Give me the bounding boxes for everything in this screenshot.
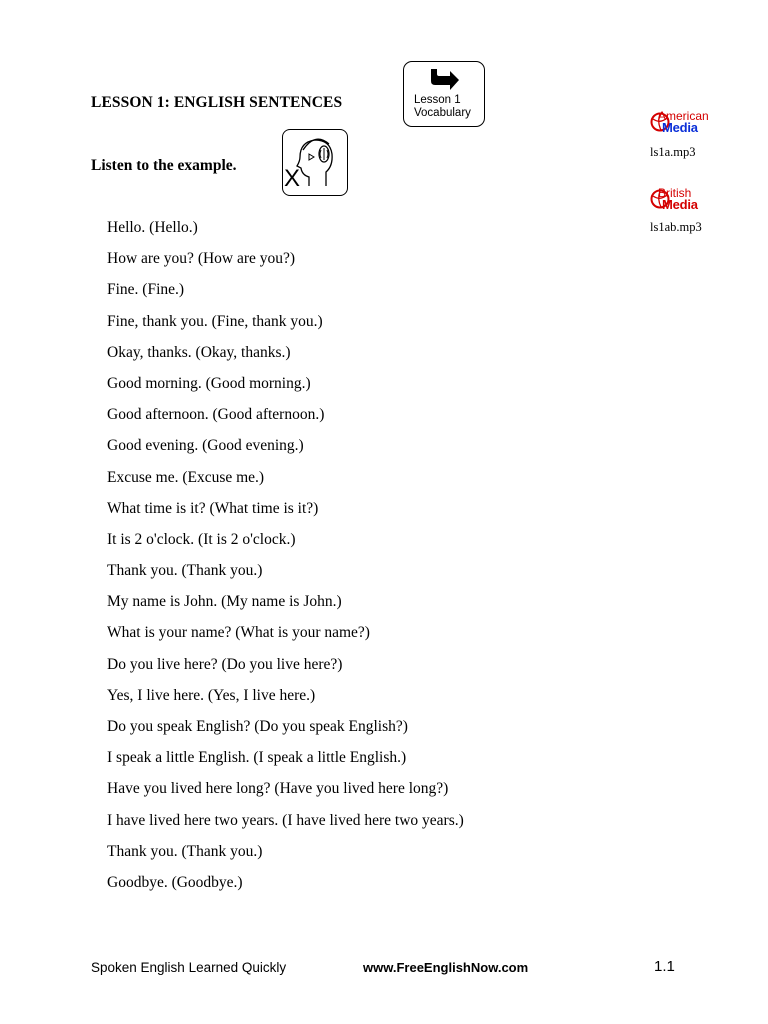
arrow-right-icon: [426, 66, 464, 92]
sentence-item: It is 2 o'clock. (It is 2 o'clock.): [107, 530, 296, 548]
sentence-item: Have you lived here long? (Have you lived here long?): [107, 780, 449, 798]
british-media-link[interactable]: [650, 187, 722, 213]
american-media-link[interactable]: [650, 110, 722, 136]
sentence-item: Hello. (Hello.): [107, 219, 198, 236]
british-logo-small: British: [658, 186, 692, 200]
instruction-text: Listen to the example.: [91, 157, 237, 174]
sentence-item: Thank you. (Thank you.): [107, 842, 263, 860]
vocabulary-button-line2: Vocabulary: [414, 107, 471, 119]
vocabulary-button-line1: Lesson 1: [414, 94, 461, 106]
sentence-item: Good afternoon. (Good afternoon.): [107, 406, 325, 424]
footer-website-link[interactable]: www.FreeEnglishNow.com: [363, 960, 529, 975]
sentence-item: Goodbye. (Goodbye.): [107, 873, 243, 891]
sentence-item: I speak a little English. (I speak a little English.): [107, 749, 407, 767]
sentence-list: [107, 218, 464, 904]
sentence-item: Do you speak English? (Do you speak English?): [107, 718, 408, 735]
sentence-item: Okay, thanks. (Okay, thanks.): [107, 343, 291, 361]
sentence-item: Fine, thank you. (Fine, thank you.): [107, 312, 323, 330]
x-mark: X: [284, 165, 301, 192]
listen-example-button[interactable]: [282, 129, 348, 196]
sentence-item: My name is John. (My name is John.): [107, 593, 342, 611]
sentence-item: Fine. (Fine.): [107, 281, 185, 299]
sentence-item: Do you live here? (Do you live here?): [107, 655, 343, 673]
vocabulary-button[interactable]: [403, 61, 485, 127]
british-logo-big: Media: [662, 197, 698, 212]
sentence-item: What time is it? (What time is it?): [107, 499, 319, 517]
lesson-title: LESSON 1: ENGLISH SENTENCES: [91, 94, 343, 111]
sentence-item: Thank you. (Thank you.): [107, 562, 263, 580]
footer-book-title: Spoken English Learned Quickly: [91, 960, 287, 975]
sentence-item: I have lived here two years. (I have lived here two years.): [107, 811, 464, 829]
american-logo-big: Media: [662, 120, 698, 135]
sentence-item: Good morning. (Good morning.): [107, 374, 311, 392]
british-audio-file[interactable]: ls1ab.mp3: [650, 220, 702, 234]
sentence-item: Excuse me. (Excuse me.): [107, 468, 265, 486]
sentence-item: Yes, I live here. (Yes, I live here.): [107, 686, 316, 704]
listening-head-icon: [283, 130, 346, 194]
page-number: 1.1: [654, 958, 675, 975]
sentence-item: What is your name? (What is your name?): [107, 624, 370, 642]
sentence-item: How are you? (How are you?): [107, 250, 296, 268]
sentence-item: Good evening. (Good evening.): [107, 437, 304, 455]
american-logo-small: American: [658, 109, 709, 123]
american-audio-file[interactable]: ls1a.mp3: [650, 145, 696, 159]
